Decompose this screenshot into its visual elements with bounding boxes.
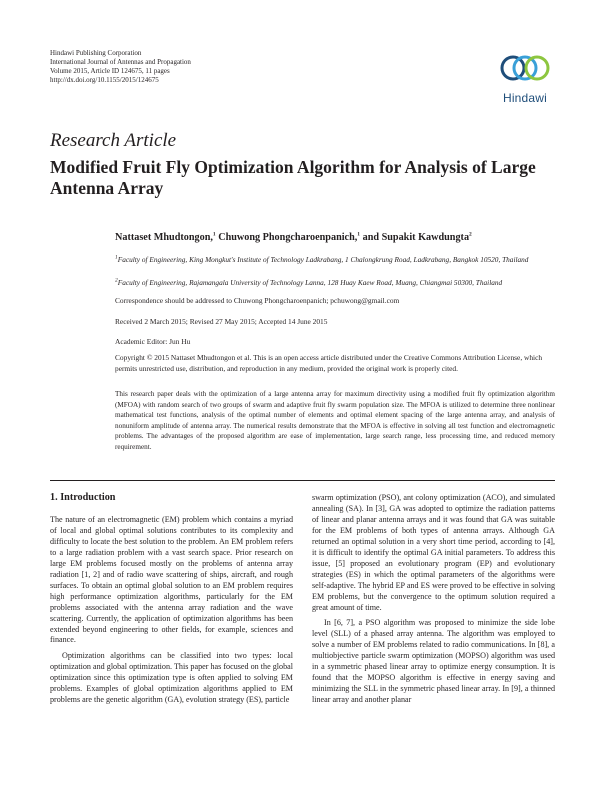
author-3-affil: 2	[469, 231, 472, 238]
affiliation-2-number: 2	[115, 277, 118, 284]
author-2: Chuwong Phongcharoenpanich,	[215, 232, 358, 243]
hindawi-logo-text: Hindawi	[502, 91, 548, 105]
intro-paragraph-1: The nature of an electromagnetic (EM) problem which contains a myriad of local and global optimal solutions contributes to its complexity and difficulty to locate the best solution to the problem. An EM problem refers to a large radiation problem with a vast search space. Prior research on large EM problems focused mostly on the problems of antenna array radiation [1, 2] and of radio wave scattering of ships, aircraft, and rough surfaces. To obtain an optimal global solution to an EM problem requires high performance optimization algorithms, particularly for the EM problems associated with the antenna array radiation and the wave scattering. Currently, the application of optimization algorithms has been extended beyond engineering to other fields, for example, sciences and finance.	[50, 515, 293, 645]
section-divider	[50, 480, 555, 481]
affiliation-2	[115, 278, 555, 289]
article-type: Research Article	[50, 130, 177, 151]
publisher-name: Hindawi Publishing Corporation	[50, 49, 142, 57]
doi-link[interactable]: http://dx.doi.org/10.1155/2015/124675	[50, 76, 159, 84]
body-column-left	[50, 515, 293, 706]
journal-name: International Journal of Antennas and Propagation	[50, 58, 191, 66]
author-1: Nattaset Mhudtongon,	[115, 232, 213, 243]
affiliation-1	[115, 255, 555, 266]
affiliation-1-text: Faculty of Engineering, King Mongkut's Institute of Technology Ladkrabang, 1 Chalongkrung Road, Ladkrabang, Bangkok 10520, Thailand	[117, 255, 529, 264]
affiliation-1-number: 1	[115, 254, 118, 261]
section-heading-introduction: 1. Introduction	[50, 492, 116, 503]
author-2-affil: 1	[357, 231, 361, 238]
received-dates: Received 2 March 2015; Revised 27 May 2015; Accepted 14 June 2015	[115, 317, 328, 326]
academic-editor: Academic Editor: Jun Hu	[115, 337, 191, 346]
body-column-right	[312, 493, 555, 706]
volume-info: Volume 2015, Article ID 124675, 11 pages	[50, 67, 170, 75]
author-1-affil: 1	[212, 231, 216, 238]
intro-paragraph-3: swarm optimization (PSO), ant colony optimization (ACO), and simulated annealing (SA). In [3], GA was adopted to optimize the radiation patterns of linear and planar antenna arrays and it was found that GA was suitable for the EM problems of both types of antenna arrays. Although GA returned an optimal solution in a very short time period, according to [4], it is difficult to identify the optimal GA initial parameters. To address this issue, [5] proposed an evolutionary program (EP) and evolutionary strategies (ES) in which the optimal parameters of the algorithms were self-adaptive. The hybrid EP and ES were proved to be effective in solving EM problems, but the convergence to the optimum solution required a great amount of time.	[312, 493, 555, 612]
author-list	[115, 232, 555, 243]
abstract: This research paper deals with the optimization of a large antenna array for maximum directivity using a modified fruit fly optimization algorithm (MFOA) with random search of two groups of swarm and adaptive fruit fly swarm population size. The MFOA is utilized to determine three nonlinear mathematical test functions, analysis of the optimal number of elements and optimal element spacing of the large antenna array, and analysis of nonuniform amplitude of antenna array. The numerical results demonstrate that the MFOA is effective in solving all test function and electromagnetic problems. The advantages of the proposed algorithm are ease of implementation, large search range, less processing time, and reduced memory requirement.	[115, 390, 555, 451]
copyright-notice: Copyright © 2015 Nattaset Mhudtongon et al. This is an open access article distributed under the Creative Commons Attribution License, which permits unrestricted use, distribution, and reproduction in any medium, provided the original work is properly cited.	[115, 353, 543, 373]
intro-paragraph-2: Optimization algorithms can be classified into two types: local optimization and global optimization. This paper has focused on the global optimization since this optimization type is often applied to solving EM problems. Examples of global optimization algorithms applied to EM problems are the genetic algorithm (GA), evolution strategy (ES), particle	[50, 651, 293, 705]
intro-paragraph-4: In [6, 7], a PSO algorithm was proposed to minimize the side lobe level (SLL) of a phased array antenna. The algorithm was employed to solve a number of EM problems related to radio communications. In [8], a multiobjective particle swarm optimization (MOPSO) algorithm was used in a symmetric phased linear array to optimize energy consumption. It is found that the MOPSO algorithm is effective in energy saving and minimizing the SLL in the symmetric phased linear array. In [9], a thinned linear array and another planar	[312, 618, 555, 705]
correspondence: Correspondence should be addressed to Chuwong Phongcharoenpanich; pchuwong@gmail.com	[115, 296, 400, 305]
paper-title: Modified Fruit Fly Optimization Algorithm for Analysis of Large Antenna Array	[50, 157, 536, 198]
affiliation-2-text: Faculty of Engineering, Rajamangala University of Technology Lanna, 128 Huay Kaew Road, Muang, Chiangmai 50300, Thailand	[117, 278, 503, 287]
author-3: and Supakit Kawdungta	[360, 232, 470, 243]
